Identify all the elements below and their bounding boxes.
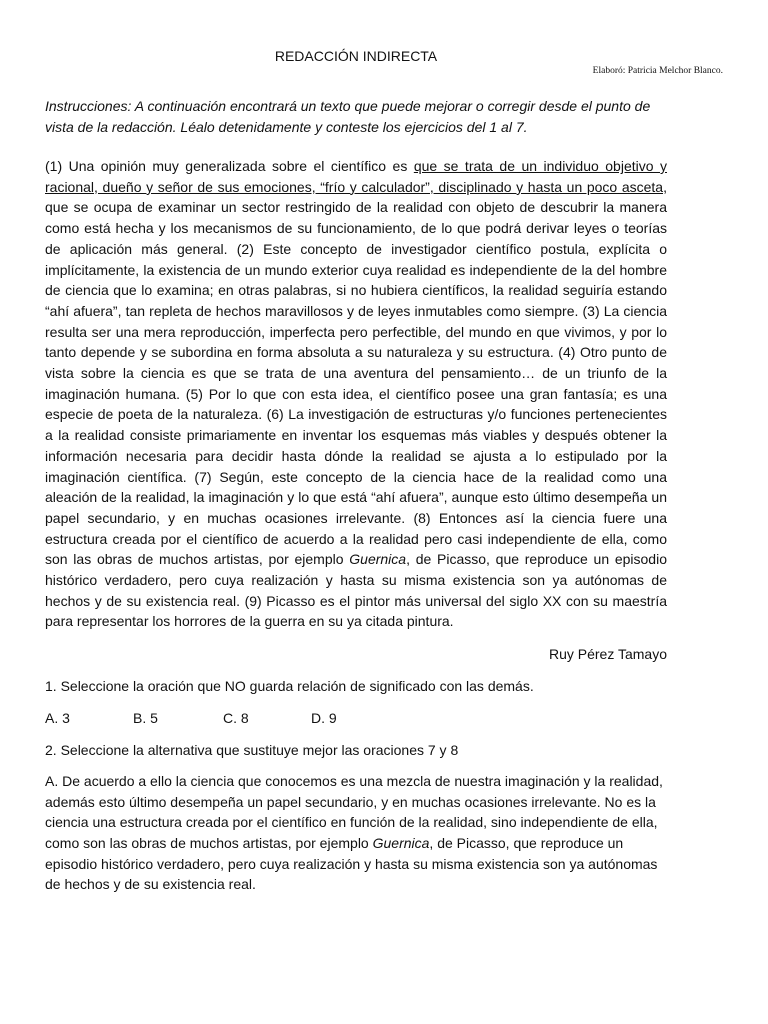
passage-author: Ruy Pérez Tamayo <box>548 646 667 663</box>
passage-start: (1) Una opinión muy generalizada sobre el científico es <box>45 158 414 174</box>
question-2-answer-a <box>45 771 667 895</box>
option-c: C. 8 <box>223 710 249 727</box>
passage-guernica: Guernica <box>349 551 407 568</box>
option-b: B. 5 <box>133 710 158 727</box>
credit-line: Elaboró: Patricia Melchor Blanco. <box>592 66 723 76</box>
document-title: REDACCIÓN INDIRECTA <box>274 48 438 64</box>
question-2: 2. Seleccione la alternativa que sustituye mejor las oraciones 7 y 8 <box>45 742 459 759</box>
passage-body: que se ocupa de examinar un sector restringido de la realidad con objeto de descubrir la manera como está hecha y los mecanismos de su funcionamiento, de lo que podrá derivar leyes o teorías de aplicación más general. (2) Este concepto de investigador científico postula, explícita o implícitamente, la existencia de un mundo exterior cuya realidad es independiente de la del hombre de ciencia que lo examina; en otras palabras, si no hubiera científicos, la realidad seguiría estando “ahí afuera”, tan repleta de hechos maravillosos y de leyes inmutables como siempre. (3) La ciencia resulta ser una mera reproducción, imperfecta pero perfectible, del mundo en que vivimos, y por lo tanto depende y se subordina en forma absoluta a su naturaleza y su estructura. (4) Otro punto de vista sobre la ciencia es que se trata de una aventura del pensamiento… de un triunfo de la imaginación humana. (5) Por lo que con esta idea, el científico posee una gran fantasía; es una especie de poeta de la naturaleza. (6) La investigación de estructuras y/o funciones pertenecientes a la realidad consiste primariamente en inventar los esquemas más viables y después obtener la información necesaria para decidir hasta dónde la realidad se ajusta a lo estipulado por la imaginación científica. (7) Según, este concepto de la ciencia hace de la realidad como una aleación de la realidad, la imaginación y lo que está “ahí afuera”, aunque esto último desempeña un papel secundario, y en muchas ocasiones irrelevante. (8) Entonces así la ciencia fuere una estructura creada por el científico de acuerdo a la realidad pero casi independiente de ella, como son las obras de muchos artistas, por ejemplo <box>45 199 667 568</box>
option-d: D. 9 <box>311 710 337 727</box>
passage-underlined: que se trata de un individuo objetivo y racional, dueño y señor de sus emociones, “frío y calculador”, disciplinado y hasta un poco asceta, <box>45 158 667 195</box>
passage-end: , de Picasso, que reproduce un episodio histórico verdadero, pero cuya realización y hasta su misma existencia son ya autónomas de hechos y de su existencia real. (9) Picasso es el pintor más universal del siglo XX con su maestría para representar los horrores de la guerra en su ya citada pintura. <box>45 551 667 630</box>
question-1-options <box>45 708 667 728</box>
answer-a-guernica: Guernica <box>372 834 430 851</box>
answer-a-end: , de Picasso, que reproduce un episodio histórico verdadero, pero cuya realización y hasta su misma existencia son ya autónomas de hechos y de su existencia real. <box>45 834 658 893</box>
document-page <box>45 46 723 895</box>
question-1: 1. Seleccione la oración que NO guarda relación de significado con las demás. <box>45 678 534 695</box>
instructions-paragraph: Instrucciones: A continuación encontrará un texto que puede mejorar o corregir desde el punto de vista de la redacción. Léalo detenidamente y conteste los ejercicios del 1 al 7. <box>45 98 651 135</box>
answer-a-start: A. De acuerdo a ello la ciencia que conocemos es una mezcla de nuestra imaginación y la realidad, además esto último desempeña un papel secundario, y en muchas ocasiones irrelevante. No es la ciencia una estructura creada por el científico en función de la realidad, sino independiente de ella, como son las obras de muchos artistas, por ejemplo <box>45 773 663 851</box>
option-a: A. 3 <box>45 710 70 727</box>
reading-passage <box>45 156 667 632</box>
